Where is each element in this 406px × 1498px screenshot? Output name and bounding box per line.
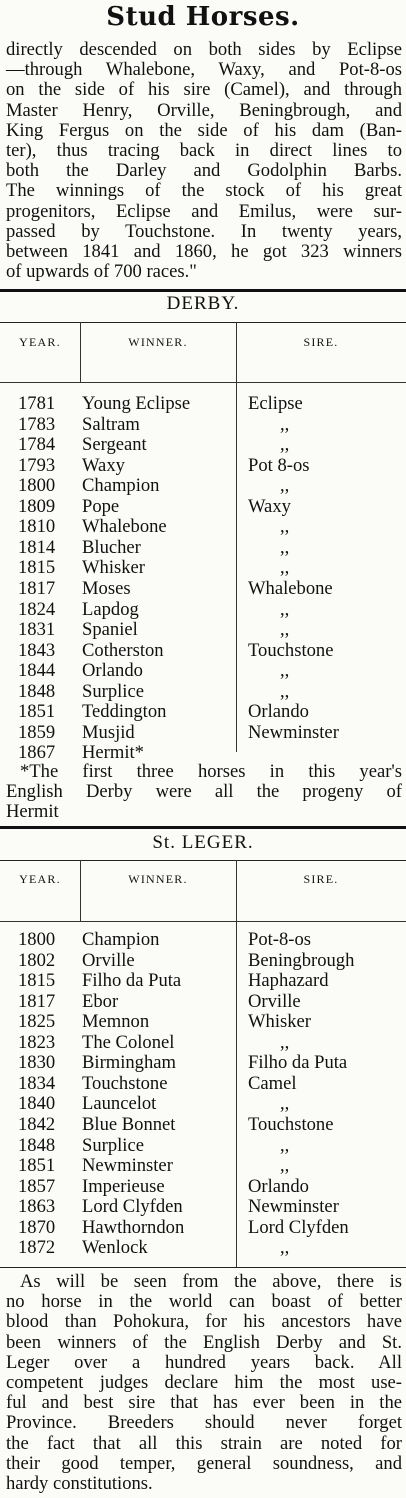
text-line: been winners of the English Derby and St. <box>6 1331 402 1353</box>
sire-cell: ,, <box>280 1093 290 1115</box>
table-row <box>0 641 406 662</box>
text-line: English Derby were all the progeny of <box>6 781 402 803</box>
table-row <box>0 497 406 518</box>
winner-cell: Blucher <box>82 536 141 558</box>
year-cell: 1848 <box>18 1134 56 1156</box>
stleger-header-top-rule <box>0 860 406 861</box>
text-line: Master Henry, Orville, Beningbrough, and <box>6 99 402 121</box>
table-row <box>0 517 406 538</box>
year-cell: 1870 <box>18 1216 56 1238</box>
sire-cell: ,, <box>280 1155 290 1177</box>
text-line: King Fergus on the side of his dam (Ban- <box>6 119 402 141</box>
derby-header-top-rule <box>0 322 406 323</box>
table-row <box>0 435 406 456</box>
text-line: both the Darley and Godolphin Barbs. <box>6 160 402 182</box>
sire-cell: ,, <box>280 619 290 641</box>
table-row <box>0 1115 406 1136</box>
year-cell: 1831 <box>18 619 56 641</box>
winner-cell: The Colonel <box>82 1031 175 1053</box>
table-row <box>0 1074 406 1095</box>
stleger-header-year: YEAR. <box>19 872 61 886</box>
winner-cell: Touchstone <box>82 1072 168 1094</box>
table-row <box>0 600 406 621</box>
table-row <box>0 476 406 497</box>
winner-cell: Blue Bonnet <box>82 1113 176 1135</box>
table-row <box>0 1156 406 1177</box>
sire-cell: ,, <box>280 475 290 497</box>
derby-header-year: YEAR. <box>19 335 61 349</box>
year-cell: 1863 <box>18 1196 56 1218</box>
sire-cell: ,, <box>280 660 290 682</box>
table-row <box>0 1238 406 1259</box>
winner-cell: Lapdog <box>82 598 139 620</box>
table-row <box>0 558 406 579</box>
table-row <box>0 951 406 972</box>
page-title: Stud Horses. <box>106 2 300 32</box>
winner-cell: Young Eclipse <box>82 393 191 414</box>
sire-cell: ,, <box>280 1031 290 1053</box>
sire-cell: ,, <box>280 1237 290 1259</box>
winner-cell: Saltram <box>82 413 140 435</box>
sire-cell: Filho da Puta <box>248 1052 348 1074</box>
table-row <box>0 930 406 951</box>
year-cell: 1848 <box>18 680 56 702</box>
winner-cell: Moses <box>82 577 131 599</box>
winner-cell: Champion <box>82 475 160 497</box>
table-row <box>0 394 406 415</box>
sire-cell: Whisker <box>248 1011 311 1033</box>
year-cell: 1867 <box>18 742 56 764</box>
year-cell: 1840 <box>18 1093 56 1115</box>
sire-cell: Pot-8-os <box>248 929 312 950</box>
text-line: The winnings of the stock of his great <box>6 180 402 202</box>
year-cell: 1834 <box>18 1072 56 1094</box>
table-row <box>0 1136 406 1157</box>
year-cell: 1842 <box>18 1113 56 1135</box>
text-line: passed by Touchstone. In twenty years, <box>6 220 402 242</box>
table-row <box>0 992 406 1013</box>
winner-cell: Surplice <box>82 680 144 702</box>
text-line: their good temper, general soundness, and <box>6 1452 402 1474</box>
sire-cell: Newminster <box>248 721 339 743</box>
table-row <box>0 620 406 641</box>
sire-cell: Orville <box>248 990 301 1012</box>
text-line: Hermit <box>6 801 59 823</box>
divider <box>0 826 406 829</box>
winner-cell: Musjid <box>82 721 135 743</box>
text-line: on the side of his sire (Camel), and through <box>6 79 402 101</box>
table-row <box>0 682 406 703</box>
text-line: no horse in the world can boast of better <box>6 1291 402 1313</box>
table-row <box>0 1094 406 1115</box>
year-cell: 1843 <box>18 639 56 661</box>
divider <box>0 1267 406 1268</box>
sire-cell: ,, <box>280 536 290 558</box>
derby-header-winner: WINNER. <box>128 335 188 349</box>
year-cell: 1823 <box>18 1031 56 1053</box>
year-cell: 1781 <box>18 393 56 414</box>
text-line: competent judges declare him the most use- <box>6 1372 402 1394</box>
year-cell: 1815 <box>18 970 56 992</box>
table-row <box>0 702 406 723</box>
winner-cell: Launcelot <box>82 1093 157 1115</box>
year-cell: 1859 <box>18 721 56 743</box>
stleger-title: St. LEGER. <box>152 832 254 853</box>
text-line: progenitors, Eclipse and Emilus, were sur- <box>6 200 402 222</box>
sire-cell: Orlando <box>248 701 309 723</box>
sire-cell: ,, <box>280 680 290 702</box>
winner-cell: Filho da Puta <box>82 970 182 992</box>
year-cell: 1857 <box>18 1175 56 1197</box>
winner-cell: Birmingham <box>82 1052 176 1074</box>
table-row <box>0 579 406 600</box>
sire-cell: ,, <box>280 1134 290 1156</box>
winner-cell: Orlando <box>82 660 143 682</box>
winner-cell: Pope <box>82 495 120 517</box>
table-row <box>0 1012 406 1033</box>
table-row <box>0 971 406 992</box>
stleger-header-bottom-rule <box>0 921 406 922</box>
year-cell: 1817 <box>18 990 56 1012</box>
text-line: of upwards of 700 races." <box>6 261 197 283</box>
intro-paragraph <box>6 40 402 282</box>
winner-cell: Imperieuse <box>82 1175 165 1197</box>
text-line: As will be seen from the above, there is <box>20 1271 402 1292</box>
winner-cell: Hawthorndon <box>82 1216 185 1238</box>
year-cell: 1784 <box>18 434 56 456</box>
text-line: hardy constitutions. <box>6 1473 153 1495</box>
derby-footnote <box>6 762 402 823</box>
derby-col-divider-1 <box>80 322 81 382</box>
text-line: blood than Pohokura, for his ancestors have <box>6 1311 402 1333</box>
stleger-header-winner: WINNER. <box>128 872 188 886</box>
text-line: *The first three horses in this year's <box>20 761 402 782</box>
sire-cell: Pot 8-os <box>248 454 310 476</box>
stleger-col-divider-1 <box>80 860 81 922</box>
winner-cell: Newminster <box>82 1155 173 1177</box>
winner-cell: Orville <box>82 949 135 971</box>
winner-cell: Whalebone <box>82 516 167 538</box>
year-cell: 1800 <box>18 929 56 950</box>
year-cell: 1810 <box>18 516 56 538</box>
winner-cell: Ebor <box>82 990 119 1012</box>
text-line: Leger over a hundred years back. All <box>6 1351 402 1373</box>
table-row <box>0 415 406 436</box>
sire-cell: Eclipse <box>248 393 303 414</box>
winner-cell: Cotherston <box>82 639 164 661</box>
winner-cell: Sergeant <box>82 434 147 456</box>
table-row <box>0 1218 406 1239</box>
year-cell: 1851 <box>18 701 56 723</box>
text-line: Province. Breeders should never forget <box>6 1412 402 1434</box>
year-cell: 1817 <box>18 577 56 599</box>
divider <box>0 289 406 292</box>
derby-header-bottom-rule <box>0 382 406 383</box>
text-line: —through Whalebone, Waxy, and Pot-8-os <box>6 59 402 81</box>
sire-cell: Touchstone <box>248 1113 334 1135</box>
year-cell: 1830 <box>18 1052 56 1074</box>
winner-cell: Spaniel <box>82 619 138 641</box>
winner-cell: Surplice <box>82 1134 144 1156</box>
closing-paragraph <box>6 1272 402 1494</box>
year-cell: 1809 <box>18 495 56 517</box>
table-row <box>0 1033 406 1054</box>
sire-cell: Beningbrough <box>248 949 355 971</box>
text-line: ful and best sire that has ever been in the <box>6 1392 402 1414</box>
winner-cell: Hermit* <box>82 742 144 764</box>
winner-cell: Lord Clyfden <box>82 1196 183 1218</box>
sire-cell: Haphazard <box>248 970 329 992</box>
sire-cell: Touchstone <box>248 639 334 661</box>
sire-cell: Newminster <box>248 1196 339 1218</box>
sire-cell: Camel <box>248 1072 297 1094</box>
text-line: between 1841 and 1860, he got 323 winners <box>6 241 402 263</box>
stleger-header-sire: SIRE. <box>303 872 339 886</box>
year-cell: 1872 <box>18 1237 56 1259</box>
year-cell: 1793 <box>18 454 56 476</box>
text-line: ter), thus tracing back in direct lines to <box>6 140 402 162</box>
winner-cell: Waxy <box>82 454 125 476</box>
year-cell: 1824 <box>18 598 56 620</box>
table-row <box>0 1053 406 1074</box>
table-row <box>0 538 406 559</box>
table-row <box>0 1197 406 1218</box>
year-cell: 1800 <box>18 475 56 497</box>
year-cell: 1815 <box>18 557 56 579</box>
sire-cell: Orlando <box>248 1175 309 1197</box>
table-row <box>0 723 406 744</box>
year-cell: 1825 <box>18 1011 56 1033</box>
winner-cell: Champion <box>82 929 160 950</box>
year-cell: 1814 <box>18 536 56 558</box>
sire-cell: Waxy <box>248 495 291 517</box>
derby-header-sire: SIRE. <box>303 335 339 349</box>
year-cell: 1851 <box>18 1155 56 1177</box>
sire-cell: Whalebone <box>248 577 333 599</box>
table-row <box>0 661 406 682</box>
winner-cell: Wenlock <box>82 1237 148 1259</box>
year-cell: 1783 <box>18 413 56 435</box>
sire-cell: ,, <box>280 434 290 456</box>
sire-cell: ,, <box>280 598 290 620</box>
table-row <box>0 456 406 477</box>
winner-cell: Memnon <box>82 1011 150 1033</box>
year-cell: 1802 <box>18 949 56 971</box>
sire-cell: ,, <box>280 413 290 435</box>
sire-cell: ,, <box>280 557 290 579</box>
winner-cell: Teddington <box>82 701 167 723</box>
year-cell: 1844 <box>18 660 56 682</box>
derby-title: DERBY. <box>166 293 240 314</box>
table-row <box>0 1177 406 1198</box>
text-line: directly descended on both sides by Eclipse <box>6 39 402 60</box>
sire-cell: ,, <box>280 516 290 538</box>
text-line: the fact that all this strain are noted for <box>6 1432 402 1454</box>
winner-cell: Whisker <box>82 557 145 579</box>
sire-cell: Lord Clyfden <box>248 1216 349 1238</box>
